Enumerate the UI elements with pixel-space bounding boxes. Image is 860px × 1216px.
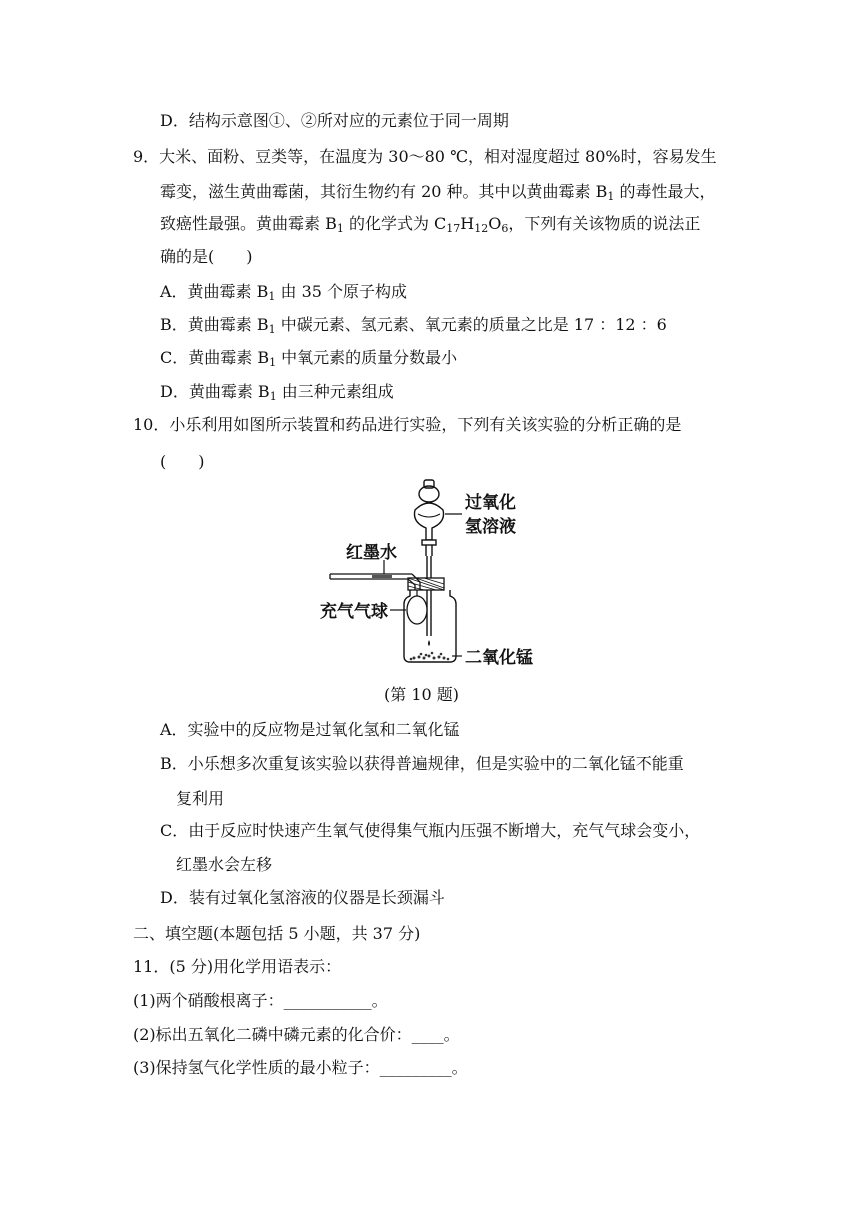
q9-option-c: C．黄曲霉素 $B_1$ 中氧元素的质量分数最小	[160, 348, 458, 369]
q10-option-b-line2: 复利用	[176, 789, 225, 808]
q10-stem-line2: ( )	[160, 452, 205, 471]
apparatus-diagram	[300, 478, 560, 668]
label-h2o2-line1: 过氧化	[465, 493, 516, 513]
q10-option-c-line2: 红墨水会左移	[176, 855, 273, 874]
q10-option-b-line1: B．小乐想多次重复该实验以获得普遍规律，但是实验中的二氧化锰不能重	[160, 754, 684, 773]
label-red-ink: 红墨水	[346, 543, 397, 563]
q8-option-d: D．结构示意图①、②所对应的元素位于同一周期	[160, 111, 509, 130]
q9-stem-line1: 9．大米、面粉、豆类等，在温度为 30～80 ℃，相对湿度超过 80%时，容易发生	[133, 147, 717, 166]
q9-option-a: A．黄曲霉素 $B_1$ 由 35 个原子构成	[160, 282, 408, 303]
q11-part1: (1)两个硝酸根离子：___________。	[133, 991, 388, 1010]
section-title: 二、填空题(本题包括 5 小题，共 37 分)	[133, 924, 421, 943]
q10-option-d: D．装有过氧化氢溶液的仪器是长颈漏斗	[160, 888, 445, 907]
q9-option-b: B．黄曲霉素 $B_1$ 中碳元素、氢元素、氧元素的质量之比是 17 ：12 ：6	[160, 315, 667, 336]
q9-option-d: D．黄曲霉素 $B_1$ 由三种元素组成	[160, 382, 394, 403]
q10-option-c-line1: C．由于反应时快速产生氧气使得集气瓶内压强不断增大，充气气球会变小，	[160, 821, 701, 840]
mno2-particles	[410, 652, 450, 661]
label-balloon: 充气气球	[320, 602, 388, 622]
q11-stem: 11．(5 分)用化学用语表示：	[133, 957, 342, 976]
red-ink-drop	[372, 575, 392, 578]
q9-stem-line4: 确的是( )	[160, 247, 253, 266]
q9-stem-line3: 致癌性最强。黄曲霉素 $B_1$ 的化学式为 $C_{17}H_{12}O_6$，下列有关该物质的说法正	[160, 214, 701, 235]
q9-stem-line2: 霉变，滋生黄曲霉菌，其衍生物约有 20 种。其中以黄曲霉素 $B_1$ 的毒性最大，	[160, 182, 716, 203]
q11-part2: (2)标出五氧化二磷中磷元素的化合价：____。	[133, 1025, 460, 1044]
figure-caption: (第 10 题)	[384, 685, 460, 704]
q10-option-a: A．实验中的反应物是过氧化氢和二氧化锰	[160, 720, 460, 739]
q11-part3: (3)保持氢气化学性质的最小粒子：_________。	[133, 1058, 468, 1077]
balloon	[407, 596, 427, 624]
liquid-drop	[428, 640, 430, 646]
label-mno2: 二氧化锰	[465, 648, 533, 668]
label-h2o2-line2: 氢溶液	[465, 517, 516, 537]
q10-stem-line1: 10．小乐利用如图所示装置和药品进行实验，下列有关该实验的分析正确的是	[133, 415, 682, 434]
